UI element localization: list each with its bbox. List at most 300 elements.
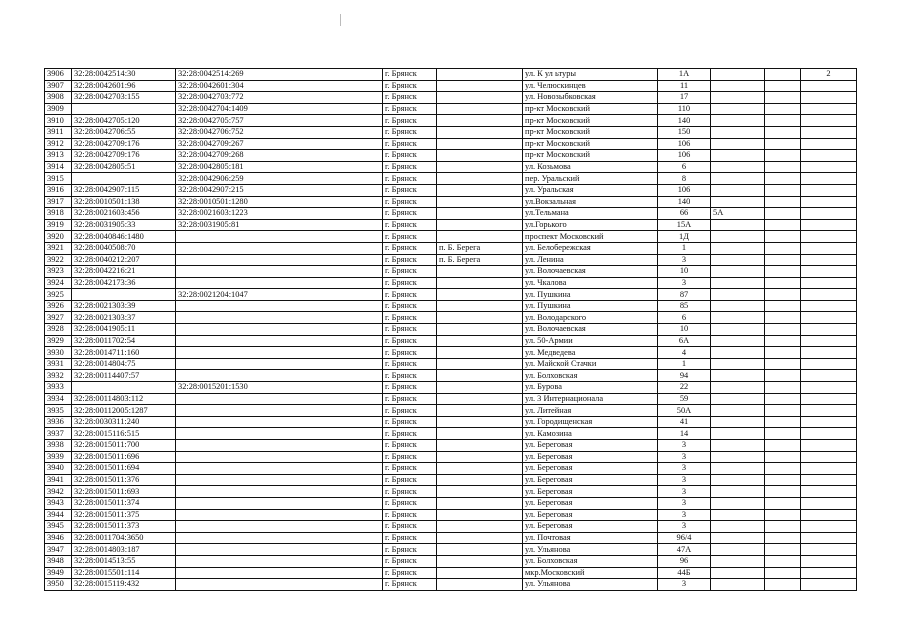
house-number: 1Д xyxy=(658,231,711,243)
row-number: 3906 xyxy=(45,69,72,81)
cadastral-number-land: 32:28:0014711:160 xyxy=(72,347,176,359)
building-number xyxy=(711,92,765,104)
house-number: 6 xyxy=(658,161,711,173)
table-row xyxy=(45,161,857,173)
page-marker-cell xyxy=(801,150,857,162)
cadastral-number-land: 32:28:0015011:700 xyxy=(72,440,176,452)
building-number xyxy=(711,486,765,498)
cadastral-number-land: 32:28:0015011:696 xyxy=(72,451,176,463)
cadastral-number-land: 32:28:0040212:207 xyxy=(72,254,176,266)
street: ул. Береговая xyxy=(523,451,658,463)
empty-cell xyxy=(765,405,801,417)
page-marker-cell xyxy=(801,196,857,208)
cadastral-number-land: 32:28:0015011:375 xyxy=(72,509,176,521)
page-marker-cell xyxy=(801,474,857,486)
city: г. Брянск xyxy=(383,196,437,208)
table-row xyxy=(45,184,857,196)
street: ул.Горького xyxy=(523,219,658,231)
page-marker-cell xyxy=(801,231,857,243)
city: г. Брянск xyxy=(383,92,437,104)
cadastral-number-land: 32:28:0015501:114 xyxy=(72,567,176,579)
city: г. Брянск xyxy=(383,289,437,301)
building-number xyxy=(711,393,765,405)
locality xyxy=(437,440,523,452)
building-number xyxy=(711,358,765,370)
street: ул. Челюскинцев xyxy=(523,80,658,92)
cadastral-number-building: 32:28:0042805:181 xyxy=(176,161,383,173)
building-number xyxy=(711,532,765,544)
row-number: 3907 xyxy=(45,80,72,92)
cadastral-number-building xyxy=(176,567,383,579)
cadastral-number-land: 32:28:0011704:3650 xyxy=(72,532,176,544)
city: г. Брянск xyxy=(383,161,437,173)
page-marker-cell xyxy=(801,416,857,428)
row-number: 3925 xyxy=(45,289,72,301)
building-number xyxy=(711,382,765,394)
empty-cell xyxy=(765,277,801,289)
street: ул. 3 Интернационала xyxy=(523,393,658,405)
empty-cell xyxy=(765,231,801,243)
page-marker-cell xyxy=(801,463,857,475)
row-number: 3933 xyxy=(45,382,72,394)
empty-cell xyxy=(765,521,801,533)
table-row xyxy=(45,324,857,336)
empty-cell xyxy=(765,138,801,150)
cadastral-number-building: 32:28:0042514:269 xyxy=(176,69,383,81)
house-number: 150 xyxy=(658,126,711,138)
empty-cell xyxy=(765,393,801,405)
row-number: 3939 xyxy=(45,451,72,463)
empty-cell xyxy=(765,428,801,440)
page-marker-cell xyxy=(801,138,857,150)
locality xyxy=(437,416,523,428)
cadastral-number-building xyxy=(176,428,383,440)
house-number: 66 xyxy=(658,208,711,220)
cadastral-number-land: 32:28:0042706:55 xyxy=(72,126,176,138)
street: ул. Белобережская xyxy=(523,242,658,254)
page-marker-cell xyxy=(801,509,857,521)
empty-cell xyxy=(765,579,801,591)
cadastral-number-land: 32:28:0042705:120 xyxy=(72,115,176,127)
city: г. Брянск xyxy=(383,126,437,138)
street: ул. Береговая xyxy=(523,486,658,498)
cadastral-number-land: 32:28:0042216:21 xyxy=(72,266,176,278)
city: г. Брянск xyxy=(383,80,437,92)
street: ул. Береговая xyxy=(523,440,658,452)
table-row xyxy=(45,474,857,486)
cadastral-number-building xyxy=(176,254,383,266)
cadastral-number-building: 32:28:0042709:267 xyxy=(176,138,383,150)
house-number: 3 xyxy=(658,254,711,266)
table-row xyxy=(45,497,857,509)
page-marker-cell xyxy=(801,289,857,301)
city: г. Брянск xyxy=(383,103,437,115)
page-marker-cell xyxy=(801,497,857,509)
empty-cell xyxy=(765,358,801,370)
street: ул. Волочаевская xyxy=(523,266,658,278)
locality xyxy=(437,208,523,220)
empty-cell xyxy=(765,335,801,347)
city: г. Брянск xyxy=(383,497,437,509)
cadastral-number-building: 32:28:0042709:268 xyxy=(176,150,383,162)
street: ул. Литейная xyxy=(523,405,658,417)
cadastral-number-land: 32:28:0015011:376 xyxy=(72,474,176,486)
street: ул. Береговая xyxy=(523,509,658,521)
building-number xyxy=(711,544,765,556)
row-number: 3921 xyxy=(45,242,72,254)
table-row xyxy=(45,173,857,185)
address-register-table xyxy=(44,68,857,591)
row-number: 3920 xyxy=(45,231,72,243)
house-number: 6А xyxy=(658,335,711,347)
house-number: 50А xyxy=(658,405,711,417)
building-number xyxy=(711,440,765,452)
empty-cell xyxy=(765,289,801,301)
house-number: 14 xyxy=(658,428,711,440)
cadastral-number-land: 32:28:00114407:57 xyxy=(72,370,176,382)
city: г. Брянск xyxy=(383,486,437,498)
empty-cell xyxy=(765,92,801,104)
empty-cell xyxy=(765,555,801,567)
house-number: 8 xyxy=(658,173,711,185)
house-number: 4 xyxy=(658,347,711,359)
row-number: 3948 xyxy=(45,555,72,567)
page-marker-cell xyxy=(801,567,857,579)
street: пр-кт Московский xyxy=(523,115,658,127)
empty-cell xyxy=(765,440,801,452)
street: ул.Вокзальная xyxy=(523,196,658,208)
cadastral-number-land: 32:28:0011702:54 xyxy=(72,335,176,347)
row-number: 3929 xyxy=(45,335,72,347)
cadastral-number-building xyxy=(176,555,383,567)
empty-cell xyxy=(765,150,801,162)
empty-cell xyxy=(765,509,801,521)
street: ул. Новозыбковская xyxy=(523,92,658,104)
house-number: 3 xyxy=(658,474,711,486)
table-row xyxy=(45,103,857,115)
building-number xyxy=(711,266,765,278)
page-marker-cell xyxy=(801,555,857,567)
empty-cell xyxy=(765,324,801,336)
street: ул. Болховская xyxy=(523,555,658,567)
table-row xyxy=(45,405,857,417)
street: ул. Майской Стачки xyxy=(523,358,658,370)
row-number: 3919 xyxy=(45,219,72,231)
page-marker-cell xyxy=(801,300,857,312)
street: пр-кт Московский xyxy=(523,126,658,138)
table-row xyxy=(45,219,857,231)
table-row xyxy=(45,289,857,301)
table-row xyxy=(45,451,857,463)
row-number: 3947 xyxy=(45,544,72,556)
cadastral-number-land: 32:28:0040508:70 xyxy=(72,242,176,254)
table-row xyxy=(45,509,857,521)
locality xyxy=(437,382,523,394)
row-number: 3912 xyxy=(45,138,72,150)
empty-cell xyxy=(765,184,801,196)
city: г. Брянск xyxy=(383,69,437,81)
table-row xyxy=(45,370,857,382)
page-marker-cell: 2 xyxy=(801,69,857,81)
building-number xyxy=(711,138,765,150)
scan-mark xyxy=(340,14,341,26)
table-row xyxy=(45,231,857,243)
cadastral-number-building xyxy=(176,532,383,544)
building-number xyxy=(711,509,765,521)
city: г. Брянск xyxy=(383,567,437,579)
city: г. Брянск xyxy=(383,300,437,312)
city: г. Брянск xyxy=(383,555,437,567)
street: ул. Ульянова xyxy=(523,544,658,556)
locality xyxy=(437,358,523,370)
page-marker-cell xyxy=(801,161,857,173)
cadastral-number-building: 32:28:0021204:1047 xyxy=(176,289,383,301)
locality xyxy=(437,103,523,115)
cadastral-number-land: 32:28:0042514:30 xyxy=(72,69,176,81)
house-number: 44Б xyxy=(658,567,711,579)
building-number xyxy=(711,579,765,591)
table-row xyxy=(45,150,857,162)
locality xyxy=(437,266,523,278)
row-number: 3942 xyxy=(45,486,72,498)
street: пр-кт Московский xyxy=(523,150,658,162)
city: г. Брянск xyxy=(383,324,437,336)
cadastral-number-land: 32:28:0031905:33 xyxy=(72,219,176,231)
house-number: 41 xyxy=(658,416,711,428)
cadastral-number-building xyxy=(176,405,383,417)
locality xyxy=(437,173,523,185)
page-marker-cell xyxy=(801,115,857,127)
locality xyxy=(437,184,523,196)
cadastral-number-land: 32:28:0015011:693 xyxy=(72,486,176,498)
page-marker-cell xyxy=(801,173,857,185)
empty-cell xyxy=(765,544,801,556)
building-number xyxy=(711,451,765,463)
empty-cell xyxy=(765,266,801,278)
street: ул. Береговая xyxy=(523,521,658,533)
empty-cell xyxy=(765,382,801,394)
row-number: 3911 xyxy=(45,126,72,138)
cadastral-number-building xyxy=(176,451,383,463)
locality xyxy=(437,335,523,347)
street: ул. Медведева xyxy=(523,347,658,359)
table-row xyxy=(45,486,857,498)
building-number xyxy=(711,196,765,208)
cadastral-number-building xyxy=(176,463,383,475)
house-number: 87 xyxy=(658,289,711,301)
city: г. Брянск xyxy=(383,416,437,428)
locality xyxy=(437,347,523,359)
cadastral-number-building xyxy=(176,347,383,359)
page-marker-cell xyxy=(801,312,857,324)
row-number: 3913 xyxy=(45,150,72,162)
street: ул. Береговая xyxy=(523,474,658,486)
page-marker-cell xyxy=(801,358,857,370)
cadastral-number-building xyxy=(176,300,383,312)
page-marker-cell xyxy=(801,335,857,347)
house-number: 11 xyxy=(658,80,711,92)
city: г. Брянск xyxy=(383,370,437,382)
cadastral-number-land: 32:28:0015116:515 xyxy=(72,428,176,440)
locality xyxy=(437,474,523,486)
page-marker-cell xyxy=(801,254,857,266)
city: г. Брянск xyxy=(383,208,437,220)
empty-cell xyxy=(765,451,801,463)
cadastral-number-land: 32:28:0042173:36 xyxy=(72,277,176,289)
city: г. Брянск xyxy=(383,382,437,394)
row-number: 3927 xyxy=(45,312,72,324)
locality xyxy=(437,463,523,475)
empty-cell xyxy=(765,242,801,254)
page-marker-cell xyxy=(801,184,857,196)
building-number xyxy=(711,324,765,336)
building-number xyxy=(711,497,765,509)
street: ул. Козьмова xyxy=(523,161,658,173)
cadastral-number-building xyxy=(176,486,383,498)
locality xyxy=(437,196,523,208)
house-number: 1 xyxy=(658,242,711,254)
house-number: 3 xyxy=(658,486,711,498)
row-number: 3937 xyxy=(45,428,72,440)
cadastral-number-land xyxy=(72,382,176,394)
city: г. Брянск xyxy=(383,347,437,359)
page-marker-cell xyxy=(801,382,857,394)
page-marker-cell xyxy=(801,405,857,417)
street: пер. Уральский xyxy=(523,173,658,185)
house-number: 110 xyxy=(658,103,711,115)
table-row xyxy=(45,196,857,208)
page-marker-cell xyxy=(801,451,857,463)
house-number: 59 xyxy=(658,393,711,405)
page-marker-cell xyxy=(801,521,857,533)
building-number xyxy=(711,289,765,301)
cadastral-number-building xyxy=(176,509,383,521)
building-number xyxy=(711,474,765,486)
row-number: 3930 xyxy=(45,347,72,359)
locality xyxy=(437,277,523,289)
cadastral-number-land: 32:28:0041905:11 xyxy=(72,324,176,336)
building-number xyxy=(711,428,765,440)
locality xyxy=(437,393,523,405)
table-row xyxy=(45,69,857,81)
empty-cell xyxy=(765,103,801,115)
page-marker-cell xyxy=(801,440,857,452)
city: г. Брянск xyxy=(383,521,437,533)
street: ул. Ленина xyxy=(523,254,658,266)
empty-cell xyxy=(765,80,801,92)
cadastral-number-land: 32:28:0021303:39 xyxy=(72,300,176,312)
locality xyxy=(437,161,523,173)
table-row xyxy=(45,126,857,138)
cadastral-number-land: 32:28:0042709:176 xyxy=(72,150,176,162)
building-number xyxy=(711,242,765,254)
table-row xyxy=(45,80,857,92)
row-number: 3940 xyxy=(45,463,72,475)
street: ул. Бурова xyxy=(523,382,658,394)
cadastral-number-building: 32:28:0042703:772 xyxy=(176,92,383,104)
table-row xyxy=(45,242,857,254)
table-row xyxy=(45,579,857,591)
row-number: 3935 xyxy=(45,405,72,417)
table-row xyxy=(45,463,857,475)
building-number xyxy=(711,126,765,138)
house-number: 96/4 xyxy=(658,532,711,544)
cadastral-number-building: 32:28:0042906:259 xyxy=(176,173,383,185)
row-number: 3922 xyxy=(45,254,72,266)
cadastral-number-building xyxy=(176,335,383,347)
locality xyxy=(437,289,523,301)
locality xyxy=(437,497,523,509)
street: ул. Волочаевская xyxy=(523,324,658,336)
page-marker-cell xyxy=(801,242,857,254)
building-number xyxy=(711,370,765,382)
row-number: 3946 xyxy=(45,532,72,544)
street: ул. Болховская xyxy=(523,370,658,382)
table-row xyxy=(45,300,857,312)
cadastral-number-building xyxy=(176,277,383,289)
city: г. Брянск xyxy=(383,451,437,463)
empty-cell xyxy=(765,416,801,428)
cadastral-number-building xyxy=(176,440,383,452)
page-marker-cell xyxy=(801,277,857,289)
locality xyxy=(437,231,523,243)
cadastral-number-land: 32:28:0040846:1480 xyxy=(72,231,176,243)
cadastral-number-land: 32:28:0030311:240 xyxy=(72,416,176,428)
row-number: 3928 xyxy=(45,324,72,336)
city: г. Брянск xyxy=(383,509,437,521)
building-number xyxy=(711,347,765,359)
cadastral-number-land: 32:28:0042703:155 xyxy=(72,92,176,104)
cadastral-number-land: 32:28:0042907:115 xyxy=(72,184,176,196)
table-row xyxy=(45,92,857,104)
locality xyxy=(437,312,523,324)
house-number: 3 xyxy=(658,579,711,591)
empty-cell xyxy=(765,347,801,359)
city: г. Брянск xyxy=(383,115,437,127)
page-marker-cell xyxy=(801,486,857,498)
street: ул. Береговая xyxy=(523,463,658,475)
row-number: 3934 xyxy=(45,393,72,405)
street: ул. Пушкина xyxy=(523,300,658,312)
table-row xyxy=(45,382,857,394)
table-row xyxy=(45,521,857,533)
locality xyxy=(437,115,523,127)
row-number: 3931 xyxy=(45,358,72,370)
cadastral-number-building: 32:28:0042706:752 xyxy=(176,126,383,138)
cadastral-number-land: 32:28:0014803:187 xyxy=(72,544,176,556)
empty-cell xyxy=(765,300,801,312)
building-number xyxy=(711,69,765,81)
city: г. Брянск xyxy=(383,231,437,243)
row-number: 3950 xyxy=(45,579,72,591)
cadastral-number-land: 32:28:0015011:373 xyxy=(72,521,176,533)
row-number: 3936 xyxy=(45,416,72,428)
building-number xyxy=(711,312,765,324)
page-marker-cell xyxy=(801,266,857,278)
building-number xyxy=(711,300,765,312)
street: ул. Береговая xyxy=(523,497,658,509)
cadastral-number-land: 32:28:00114803:112 xyxy=(72,393,176,405)
street: проспект Московский xyxy=(523,231,658,243)
page-marker-cell xyxy=(801,370,857,382)
cadastral-number-building: 32:28:0042601:304 xyxy=(176,80,383,92)
page-marker-cell xyxy=(801,92,857,104)
building-number: 5А xyxy=(711,208,765,220)
city: г. Брянск xyxy=(383,138,437,150)
table-row xyxy=(45,312,857,324)
page-marker-cell xyxy=(801,208,857,220)
cadastral-number-building xyxy=(176,266,383,278)
